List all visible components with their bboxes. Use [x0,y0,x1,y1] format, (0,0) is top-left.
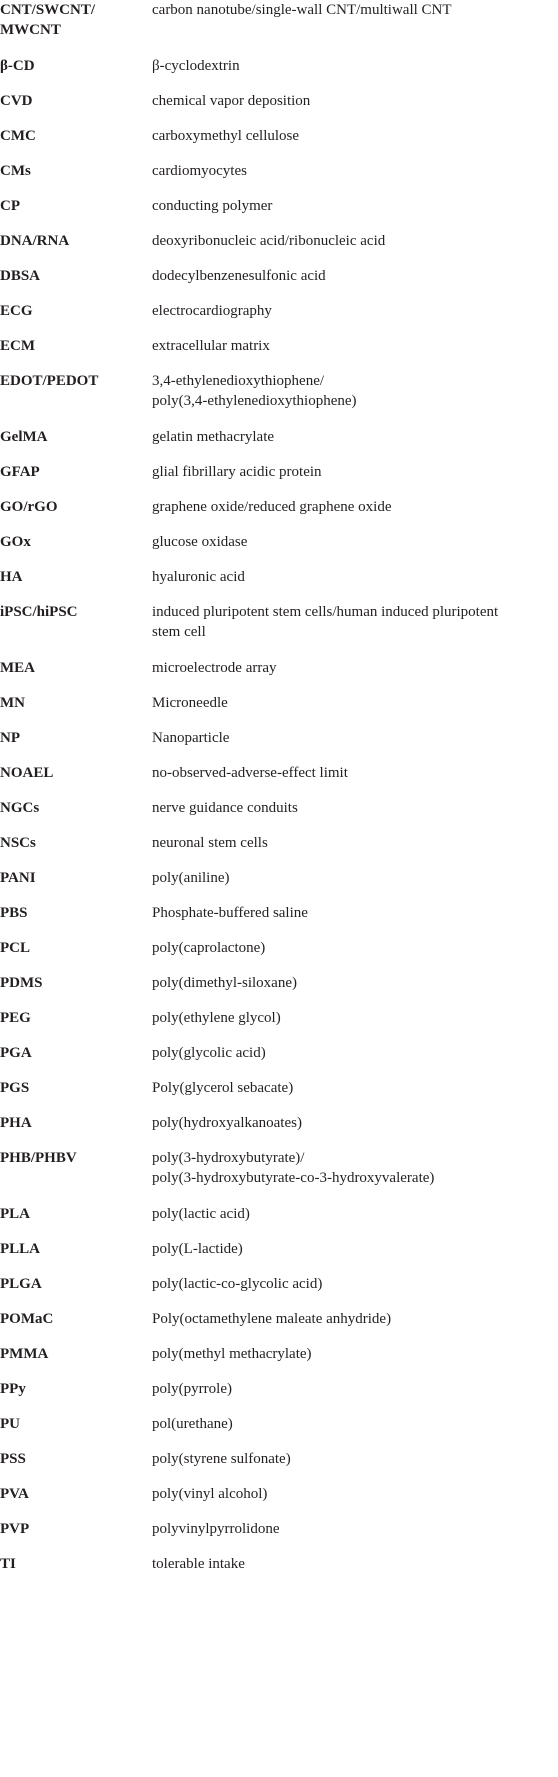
abbreviation-definition: electrocardiography [152,303,272,319]
abbreviation-definition: dodecylbenzenesulfonic acid [152,268,326,284]
abbreviation-term: β-CD [0,58,35,74]
abbreviation-row [0,720,558,755]
abbreviation-term: PGS [0,1080,30,1096]
abbreviation-term: NGCs [0,800,40,816]
abbreviation-row [0,895,558,930]
abbreviation-row [0,825,558,860]
abbreviation-term: DBSA [0,268,41,284]
abbreviation-term: NOAEL [0,765,54,781]
abbreviation-row [0,1511,558,1546]
abbreviation-definition: Nanoparticle [152,730,230,746]
abbreviation-definition: poly(pyrrole) [152,1381,232,1397]
abbreviation-row [0,1000,558,1035]
abbreviation-definition: carboxymethyl cellulose [152,128,300,144]
abbreviation-definition: poly(glycolic acid) [152,1045,266,1061]
abbreviation-term: GO/rGO [0,499,58,515]
abbreviation-definition: poly(vinyl alcohol) [152,1486,268,1502]
abbreviation-definition: poly(dimethyl-siloxane) [152,975,297,991]
abbreviation-term: POMaC [0,1311,54,1327]
abbreviation-row [0,755,558,790]
abbreviation-definition: glial fibrillary acidic protein [152,464,322,480]
abbreviation-term: NP [0,730,20,746]
abbreviation-row [0,1336,558,1371]
abbreviation-term: DNA/RNA [0,233,70,249]
abbreviation-definition: Poly(glycerol sebacate) [152,1080,294,1096]
abbreviation-term: TI [0,1556,16,1572]
abbreviation-term: PHB/PHBV [0,1150,77,1166]
abbreviation-term: PBS [0,905,28,921]
abbreviation-row [0,650,558,685]
abbreviation-row [0,489,558,524]
abbreviation-definition: Microneedle [152,695,228,711]
abbreviation-term: PLGA [0,1276,42,1292]
abbreviation-term: PHA [0,1115,32,1131]
abbreviation-definition: polyvinylpyrrolidone [152,1521,280,1537]
abbreviation-definition: 3,4-ethylenedioxythiophene/ poly(3,4-ethylenedioxythiophene) [152,373,357,409]
abbreviation-row [0,118,558,153]
abbreviation-definition: poly(methyl methacrylate) [152,1346,312,1362]
abbreviation-row [0,188,558,223]
abbreviation-term: MN [0,695,25,711]
abbreviation-definition: graphene oxide/reduced graphene oxide [152,499,392,515]
abbreviation-term: PANI [0,870,36,886]
abbreviation-row [0,1441,558,1476]
abbreviation-definition: poly(ethylene glycol) [152,1010,281,1026]
abbreviation-term: PLLA [0,1241,41,1257]
abbreviation-definition: microelectrode array [152,660,277,676]
abbreviation-definition: poly(3-hydroxybutyrate)/ poly(3-hydroxybutyrate-co-3-hydroxyvalerate) [152,1150,435,1186]
abbreviation-definition: poly(lactic acid) [152,1206,250,1222]
abbreviation-term: PVA [0,1486,29,1502]
abbreviation-row [0,1266,558,1301]
abbreviation-definition: extracellular matrix [152,338,270,354]
abbreviation-row [0,1476,558,1511]
abbreviation-term: PU [0,1416,20,1432]
abbreviation-definition: Poly(octamethylene maleate anhydride) [152,1311,392,1327]
abbreviation-row [0,223,558,258]
abbreviation-definition: poly(hydroxyalkanoates) [152,1115,302,1131]
abbreviation-row [0,860,558,895]
abbreviation-row [0,0,558,48]
abbreviation-term: PCL [0,940,30,956]
abbreviation-term: HA [0,569,23,585]
abbreviation-row [0,48,558,83]
abbreviation-definition: conducting polymer [152,198,273,214]
abbreviation-definition: deoxyribonucleic acid/ribonucleic acid [152,233,386,249]
abbreviation-definition: Phosphate-buffered saline [152,905,308,921]
abbreviation-row [0,594,558,650]
abbreviation-row [0,524,558,559]
abbreviation-definition: neuronal stem cells [152,835,268,851]
abbreviation-definition: β-cyclodextrin [152,58,240,74]
abbreviation-row [0,293,558,328]
abbreviation-row [0,1546,558,1581]
abbreviation-definition: glucose oxidase [152,534,248,550]
abbreviation-definition: poly(aniline) [152,870,230,886]
abbreviation-definition: poly(styrene sulfonate) [152,1451,291,1467]
abbreviation-term: ECM [0,338,35,354]
abbreviation-definition: chemical vapor deposition [152,93,311,109]
abbreviation-term: GFAP [0,464,40,480]
abbreviation-row [0,1301,558,1336]
abbreviation-definition: poly(lactic-co-glycolic acid) [152,1276,323,1292]
abbreviation-term: PDMS [0,975,43,991]
abbreviation-term: PLA [0,1206,30,1222]
abbreviation-definition: poly(L-lactide) [152,1241,243,1257]
abbreviation-definition: pol(urethane) [152,1416,233,1432]
abbreviation-row [0,258,558,293]
abbreviation-term: EDOT/PEDOT [0,373,99,389]
abbreviation-row [0,454,558,489]
abbreviation-term: PEG [0,1010,31,1026]
abbreviation-definition: poly(caprolactone) [152,940,266,956]
abbreviation-term: MEA [0,660,35,676]
abbreviation-term: PGA [0,1045,32,1061]
abbreviation-definition: induced pluripotent stem cells/human induced pluripotent stem cell [152,604,499,640]
abbreviation-row [0,1196,558,1231]
abbreviation-definition: hyaluronic acid [152,569,245,585]
abbreviation-row [0,1035,558,1070]
abbreviation-row [0,1105,558,1140]
abbreviation-term: CNT/SWCNT/ MWCNT [0,2,96,38]
abbreviation-row [0,1140,558,1196]
abbreviation-definition: no-observed-adverse-effect limit [152,765,348,781]
abbreviation-term: GelMA [0,429,48,445]
abbreviation-row [0,965,558,1000]
abbreviation-term: PSS [0,1451,26,1467]
abbreviation-row [0,559,558,594]
abbreviation-row [0,328,558,363]
abbreviation-row [0,1231,558,1266]
abbreviation-definition: cardiomyocytes [152,163,247,179]
abbreviation-definition: tolerable intake [152,1556,245,1572]
abbreviation-definition: gelatin methacrylate [152,429,275,445]
abbreviation-row [0,363,558,419]
abbreviation-definition: carbon nanotube/single-wall CNT/multiwall CNT [152,2,452,18]
abbreviation-term: PPy [0,1381,26,1397]
abbreviation-term: ECG [0,303,33,319]
abbreviation-row [0,1070,558,1105]
abbreviation-row [0,1371,558,1406]
abbreviation-row [0,153,558,188]
abbreviation-term: CVD [0,93,33,109]
abbreviation-row [0,930,558,965]
abbreviation-term: GOx [0,534,31,550]
abbreviation-term: CMs [0,163,31,179]
abbreviation-term: PVP [0,1521,30,1537]
abbreviation-term: CMC [0,128,36,144]
abbreviation-row [0,1406,558,1441]
abbreviation-row [0,790,558,825]
abbreviation-term: NSCs [0,835,36,851]
abbreviation-term: iPSC/hiPSC [0,604,78,620]
abbreviation-definition: nerve guidance conduits [152,800,298,816]
abbreviation-term: PMMA [0,1346,49,1362]
abbreviation-row [0,419,558,454]
abbreviation-row [0,685,558,720]
abbreviation-row [0,83,558,118]
abbreviation-term: CP [0,198,20,214]
